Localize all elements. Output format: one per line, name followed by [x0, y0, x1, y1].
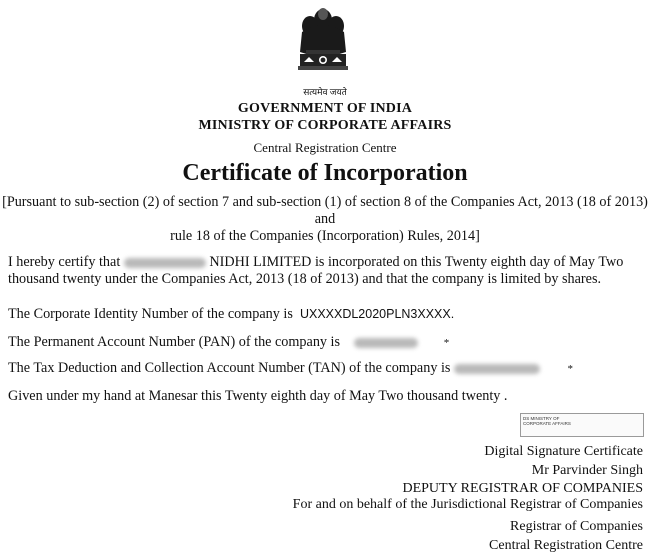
centre-line: Central Registration Centre — [489, 538, 643, 553]
cin-label: The Corporate Identity Number of the company is — [8, 306, 293, 322]
certify-suffix: NIDHI LIMITED is incorporated on this Twenty eighth day of May Two thousand twenty under the Companies Act, 2013 (18 of 2013) and that the company is limited by shares. — [8, 254, 624, 287]
signature-type: Digital Signature Certificate — [484, 444, 643, 459]
signatory-name: Mr Parvinder Singh — [531, 463, 643, 478]
certify-paragraph — [8, 254, 644, 288]
registration-centre: Central Registration Centre — [253, 140, 397, 155]
stamp-line-2: CORPORATE AFFAIRS — [523, 421, 571, 426]
given-line: Given under my hand at Manesar this Twenty eighth day of May Two thousand twenty . — [8, 388, 508, 404]
registrar-line: Registrar of Companies — [510, 519, 643, 534]
redacted-pan — [354, 338, 418, 348]
government-heading: GOVERNMENT OF INDIA — [237, 101, 413, 116]
state-emblem-icon — [288, 4, 358, 86]
motto-text: सत्यमेव जयते — [303, 87, 347, 97]
tan-line — [8, 360, 573, 377]
pan-line — [8, 334, 449, 351]
pursuant-clause — [0, 194, 650, 245]
signatory-designation: DEPUTY REGISTRAR OF COMPANIES — [402, 481, 643, 496]
pursuant-line-1: [Pursuant to sub-section (2) of section 7 and sub-section (1) of section 8 of the Companies Act, 2013 (18 of 2013) and — [2, 194, 648, 227]
pan-asterisk: * — [443, 337, 450, 349]
pan-label: The Permanent Account Number (PAN) of the company is — [8, 334, 341, 350]
tan-asterisk: * — [567, 363, 574, 375]
stamp-line-1: DS MINISTRY OF — [523, 416, 560, 421]
certify-prefix: I hereby certify that — [8, 254, 121, 270]
on-behalf-line: For and on behalf of the Jurisdictional Registrar of Companies — [292, 497, 643, 512]
cin-line — [8, 306, 454, 323]
pursuant-line-2: rule 18 of the Companies (Incorporation) Rules, 2014] — [170, 228, 480, 244]
cin-value: UXXXXDL2020PLN3XXXX. — [299, 307, 455, 321]
digital-signature-stamp — [520, 413, 644, 437]
ministry-heading: MINISTRY OF CORPORATE AFFAIRS — [198, 118, 452, 133]
tan-label: The Tax Deduction and Collection Account Number (TAN) of the company is — [8, 360, 451, 376]
redacted-tan — [454, 364, 540, 374]
certificate-title: Certificate of Incorporation — [182, 160, 468, 186]
redacted-company-name — [124, 258, 206, 268]
